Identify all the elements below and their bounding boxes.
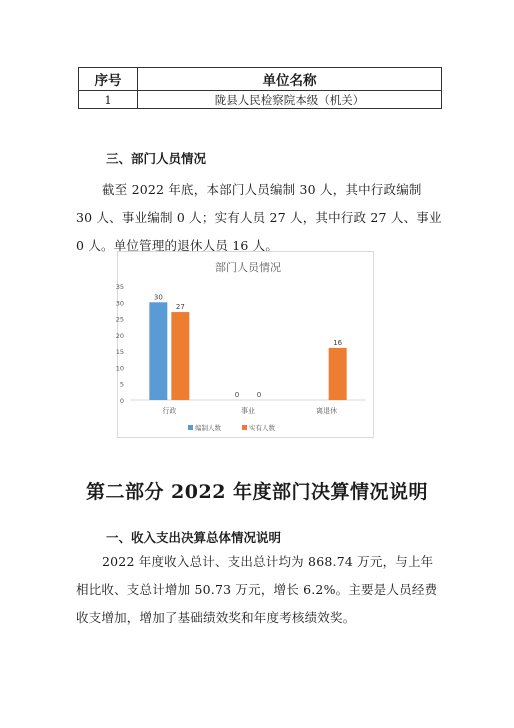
section3-paragraph: 截至 2022 年底，本部门人员编制 30 人，其中行政编制 30 人、事业编制 0 人；实有人员 27 人，其中行政 27 人、事业 0 人。单位管理的退休人员 16 人。 bbox=[76, 182, 442, 253]
y-tick-label: 15 bbox=[115, 348, 124, 357]
chart-title: 部门人员情况 bbox=[215, 261, 281, 274]
chart-svg bbox=[115, 252, 375, 439]
cell-index: 1 bbox=[79, 91, 138, 109]
part2-heading: 第二部分 2022 年度部门决算情况说明 bbox=[85, 481, 429, 503]
header-unit-name: 单位名称 bbox=[138, 68, 442, 91]
unit-table bbox=[78, 67, 442, 109]
y-tick-label: 0 bbox=[119, 397, 124, 405]
header-index: 序号 bbox=[79, 68, 138, 91]
legend-label: 实有人数 bbox=[249, 424, 275, 432]
bar bbox=[329, 348, 347, 400]
data-label: 0 bbox=[256, 391, 262, 399]
y-tick-label: 5 bbox=[119, 380, 124, 389]
data-label: 0 bbox=[234, 391, 240, 399]
y-tick-label: 35 bbox=[115, 283, 124, 291]
y-tick-label: 20 bbox=[115, 331, 124, 340]
legend-swatch bbox=[242, 425, 247, 430]
y-tick-label: 10 bbox=[115, 364, 124, 373]
x-tick-label: 行政 bbox=[162, 407, 177, 415]
y-tick-label: 30 bbox=[115, 299, 124, 308]
table-row bbox=[79, 91, 442, 109]
bar bbox=[171, 312, 189, 400]
table-header-row bbox=[79, 68, 442, 91]
x-tick-label: 离退休 bbox=[316, 407, 338, 415]
y-tick-label: 25 bbox=[115, 315, 124, 324]
section1-heading: 一、收入支出决算总体情况说明 bbox=[106, 530, 282, 545]
data-label: 27 bbox=[175, 303, 185, 312]
cell-unit-name: 陇县人民检察院本级（机关） bbox=[138, 91, 442, 109]
staff-chart bbox=[117, 251, 374, 438]
x-tick-label: 事业 bbox=[241, 407, 255, 415]
section3-heading: 三、部门人员情况 bbox=[106, 151, 207, 166]
section1-paragraph: 2022 年度收入总计、支出总计均为 868.74 万元，与上年相比收、支总计增加 50.73 万元，增长 6.2%。主要是人员经费收支增加，增加了基础绩效奖和年度考核绩效奖。 bbox=[76, 554, 438, 625]
data-label: 30 bbox=[153, 293, 163, 302]
bar bbox=[149, 302, 167, 400]
legend-swatch bbox=[188, 425, 193, 430]
legend-label: 编制人数 bbox=[195, 424, 221, 432]
data-label: 16 bbox=[333, 338, 343, 347]
